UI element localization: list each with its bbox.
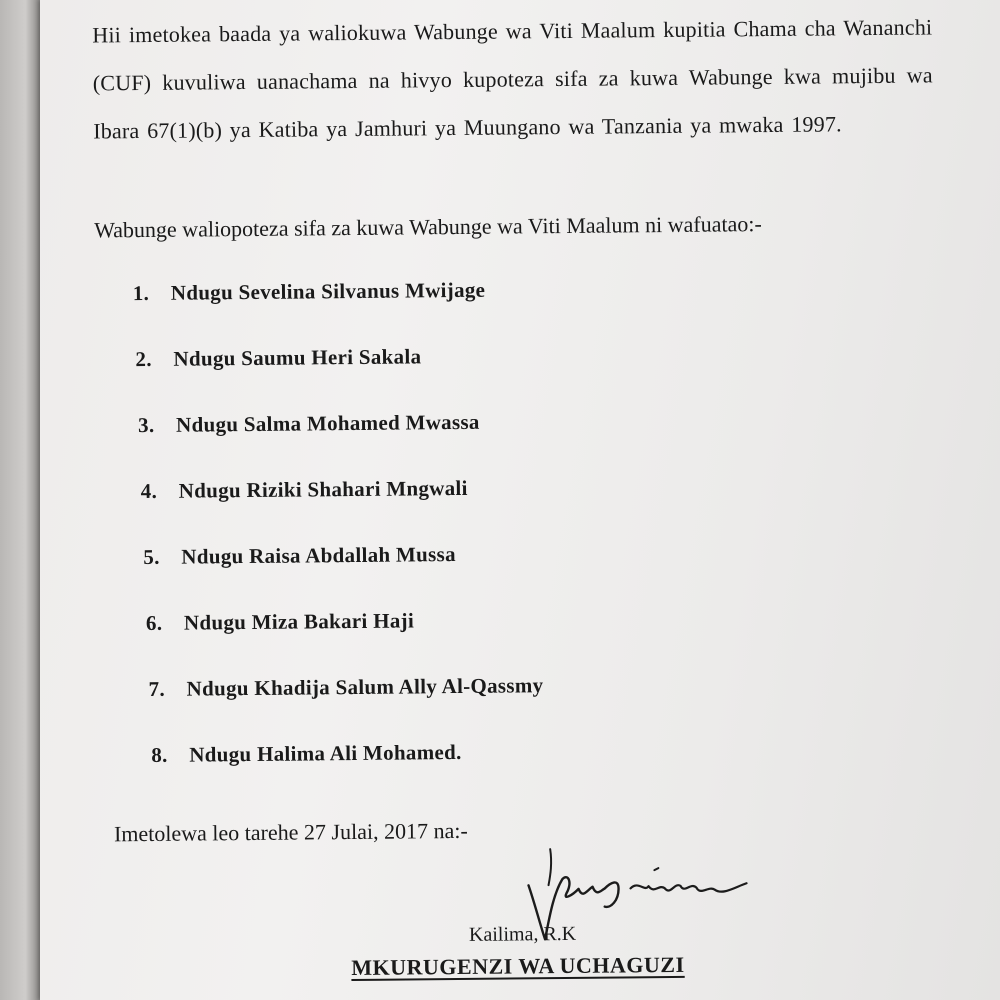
list-item-name: Ndugu Saumu Heri Sakala [173, 344, 422, 371]
list-item-name: Ndugu Sevelina Silvanus Mwijage [170, 277, 486, 305]
list-item-name: Ndugu Riziki Shahari Mngwali [178, 475, 468, 503]
list-item-number: 5. [143, 544, 160, 570]
document-page [40, 0, 1000, 1000]
list-item-number: 6. [145, 610, 163, 636]
list-item [146, 608, 414, 636]
list-item-number: 4. [140, 478, 158, 504]
issued-date-line: Imetolewa leo tarehe 27 Julai, 2017 na:- [113, 817, 468, 847]
body-paragraph: Hii imetokea baada ya waliokuwa Wabunge wa Viti Maalum kupitia Chama cha Wananchi (CUF) kuvuliwa uanachama na hivyo kupoteza sifa za kuwa Wabunge kwa mujibu wa Ibara 67(1)(b) ya Katiba ya Jamhuri ya Muungano wa Tanzania ya mwaka 1997. [92, 14, 933, 144]
list-item-number: 1. [132, 280, 150, 306]
list-item-name: Ndugu Miza Bakari Haji [183, 608, 415, 635]
list-item-name: Ndugu Khadija Salum Ally Al-Qassmy [186, 673, 544, 701]
signatory-name: Kailima, R.K [468, 922, 577, 946]
list-item-number: 7. [148, 676, 166, 701]
list-item [135, 344, 421, 372]
list-intro: Wabunge waliopoteza sifa za kuwa Wabunge wa Viti Maalum ni wafuatao:- [94, 211, 762, 243]
list-item [149, 673, 544, 702]
list-item [141, 476, 468, 504]
list-item [133, 278, 486, 306]
list-item-number: 8. [151, 742, 168, 767]
list-item-number: 2. [135, 346, 152, 372]
list-item [151, 740, 462, 768]
list-item-name: Ndugu Raisa Abdallah Mussa [181, 542, 456, 569]
list-item-number: 3. [137, 412, 155, 438]
list-item-name: Ndugu Halima Ali Mohamed. [189, 739, 462, 767]
list-item [138, 410, 480, 438]
office-title: MKURUGENZI WA UCHAGUZI [351, 951, 685, 981]
list-item [143, 542, 456, 570]
list-item-name: Ndugu Salma Mohamed Mwassa [175, 409, 480, 437]
document-content [40, 0, 1000, 1000]
